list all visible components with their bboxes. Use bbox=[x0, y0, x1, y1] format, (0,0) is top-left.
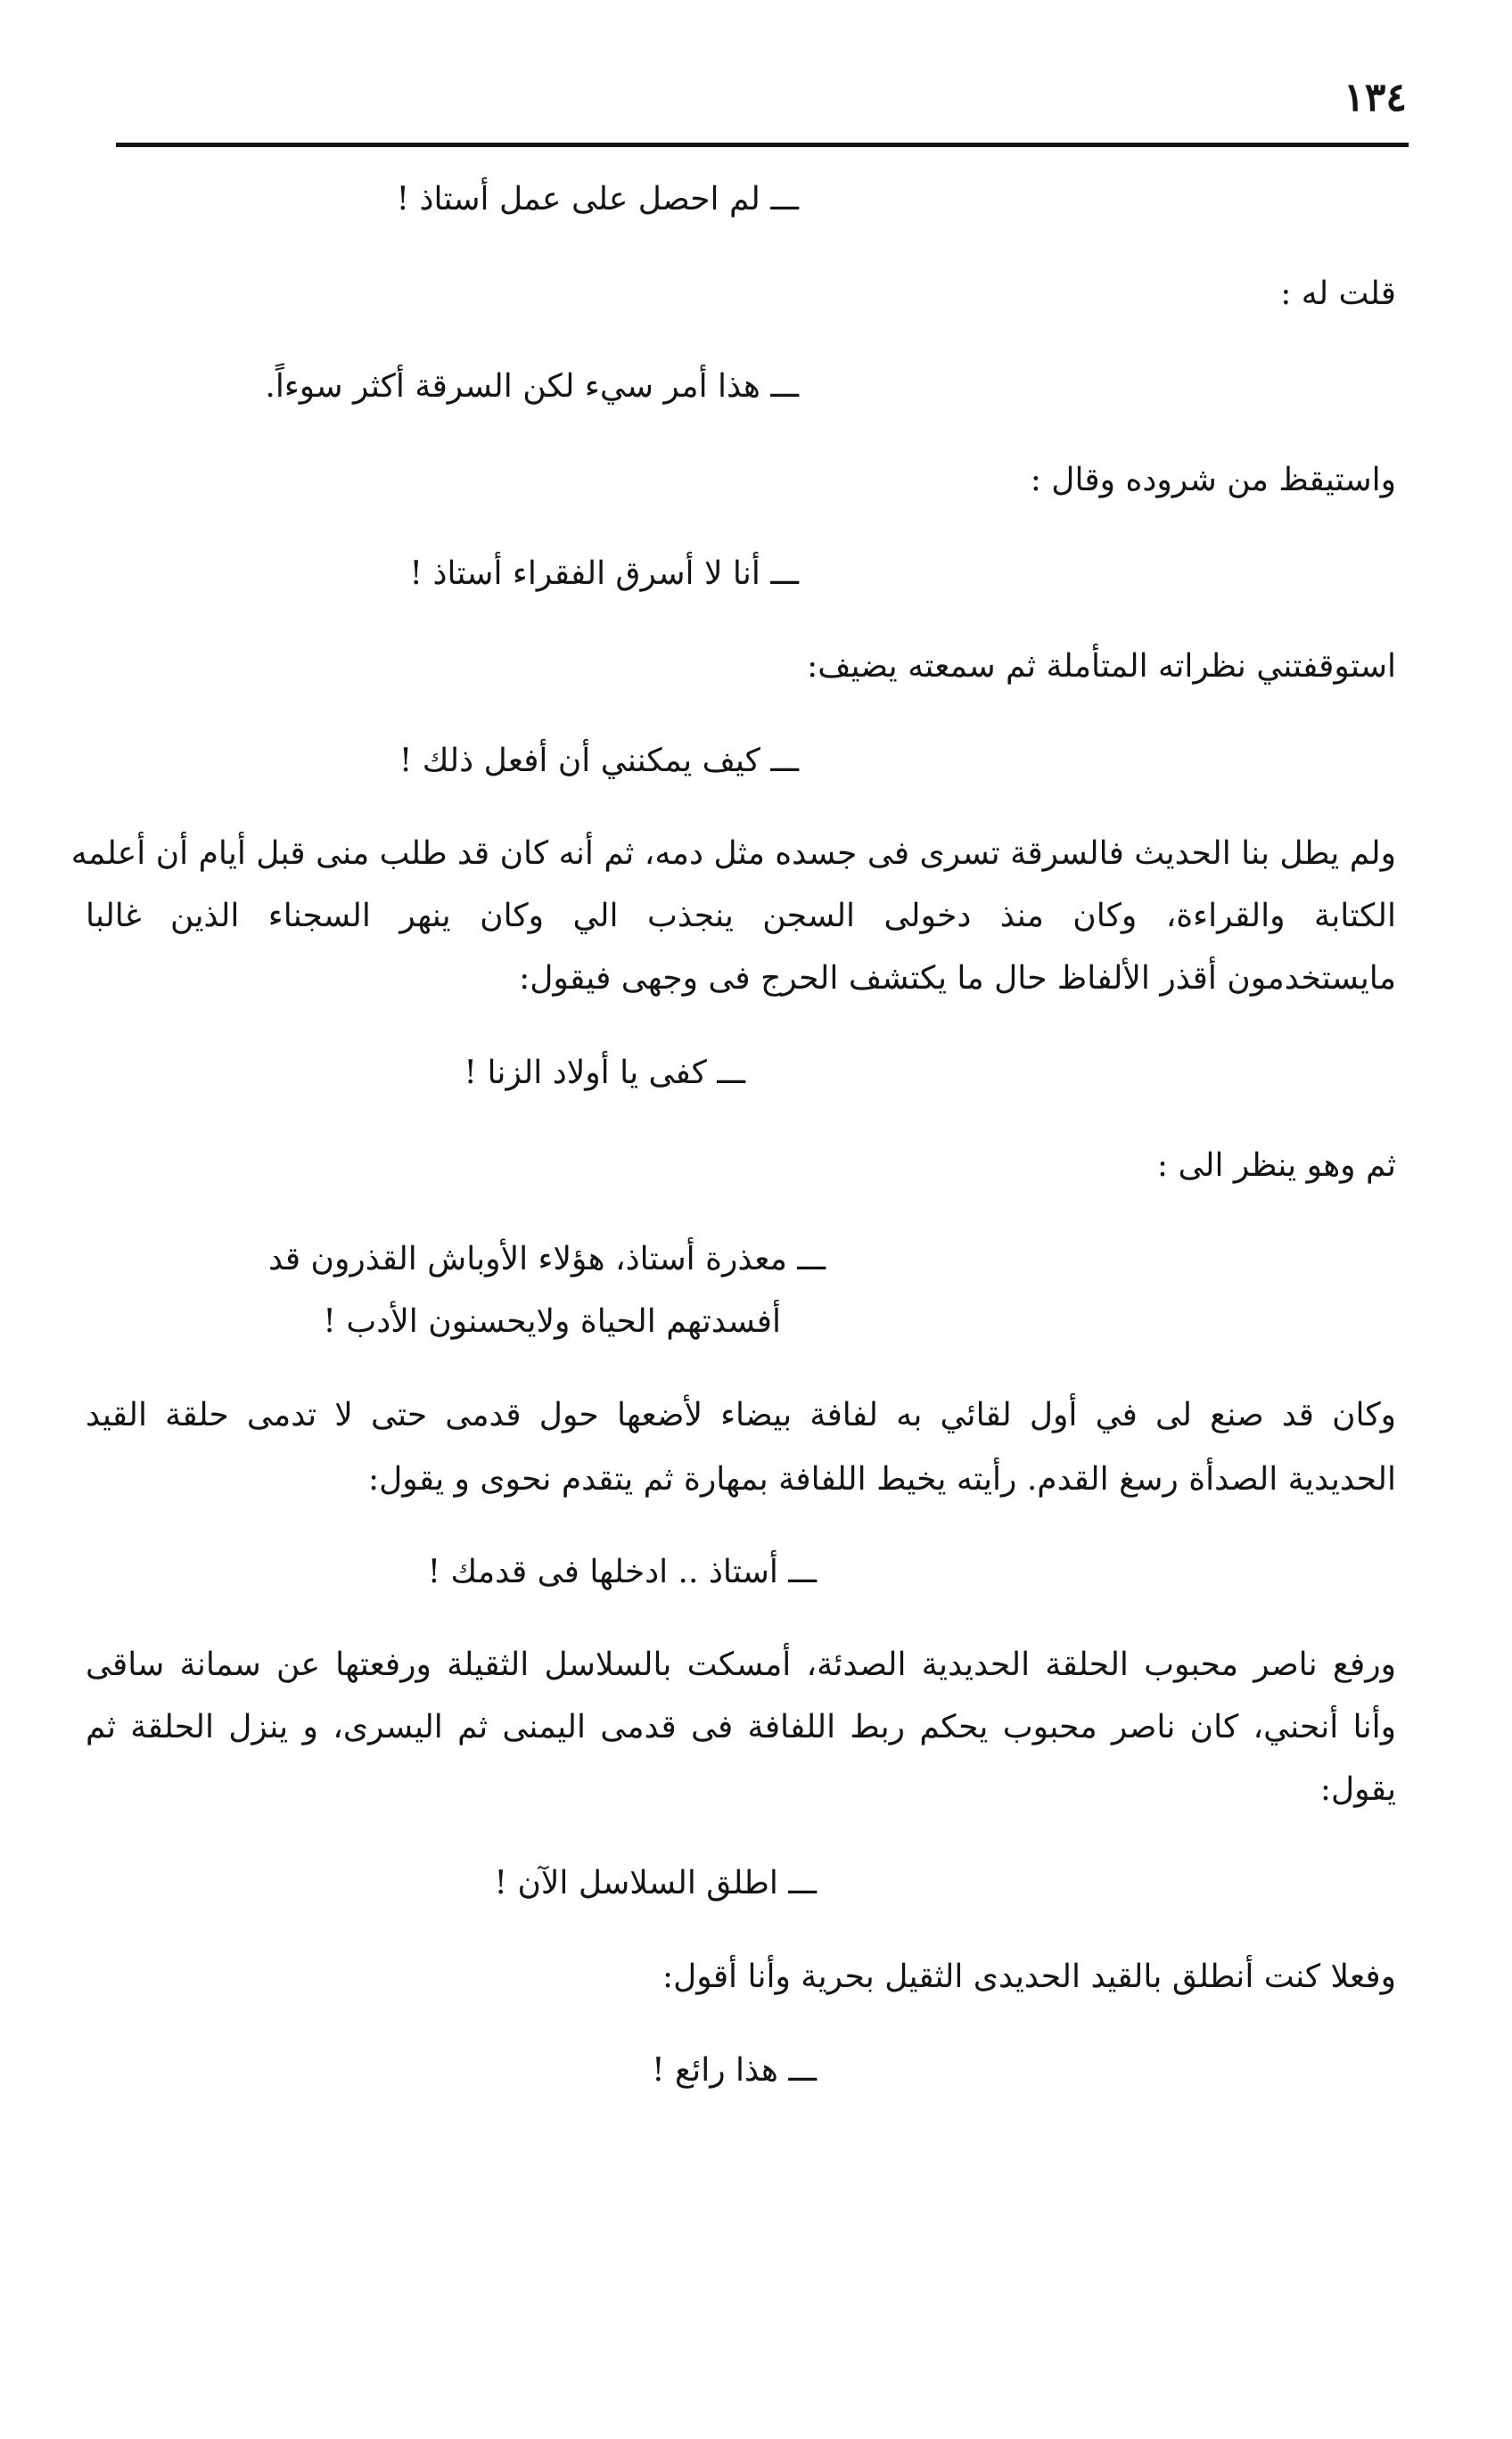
paragraph-line: وكان قد صنع لى في أول لقائي به لفافة بيضاء لأضعها حول قدمى حتى لا تدمى حلقة القيد bbox=[86, 1397, 1396, 1433]
dialogue-line: ـــ أنا لا أسرق الفقراء أستاذ ! bbox=[409, 555, 799, 592]
dialogue-line: ـــ معذرة أستاذ، هؤلاء الأوباش القذرون قد bbox=[267, 1241, 826, 1277]
narration-line: قلت له : bbox=[1280, 275, 1396, 312]
narration-line: واستيقظ من شروده وقال : bbox=[1030, 462, 1396, 498]
dialogue-line: ـــ اطلق السلاسل الآن ! bbox=[494, 1865, 817, 1901]
dialogue-line: ـــ هذا رائع ! bbox=[652, 2052, 817, 2089]
dialogue-line: ـــ كيف يمكنني أن أفعل ذلك ! bbox=[399, 743, 799, 779]
narration-line: ثم وهو ينظر الى : bbox=[1156, 1147, 1396, 1184]
paragraph-line: ورفع ناصر محبوب الحلقة الحديدية الصدئة، أمسكت بالسلاسل الثقيلة ورفعتها عن سمانة ساقى bbox=[86, 1647, 1396, 1683]
paragraph-line: يقول: bbox=[1319, 1771, 1396, 1808]
page-number: ١٣٤ bbox=[1344, 75, 1407, 120]
paragraph-line: الكتابة والقراءة، وكان منذ دخولى السجن ينجذب الي وكان ينهر السجناء الذين غالبا bbox=[86, 898, 1396, 934]
paragraph-line: ولم يطل بنا الحديث فالسرقة تسرى فى جسده مثل دمه، ثم أنه كان قد طلب منى قبل أيام أن أعلمه bbox=[70, 835, 1396, 872]
paragraph-line: وأنا أنحني، كان ناصر محبوب يحكم ربط اللفافة فى قدمى اليمنى ثم اليسرى، و ينزل الحلقة ثم bbox=[86, 1709, 1396, 1745]
dialogue-line: ـــ لم احصل على عمل أستاذ ! bbox=[396, 181, 799, 218]
paragraph-line: الحديدية الصدأة رسغ القدم. رأيته يخيط اللفافة بمهارة ثم يتقدم نحوى و يقول: bbox=[367, 1461, 1396, 1498]
paragraph-line: مايستخدمون أقذر الألفاظ حال ما يكتشف الحرج فى وجهى فيقول: bbox=[519, 960, 1396, 997]
dialogue-line: ـــ هذا أمر سيء لكن السرقة أكثر سوءاً. bbox=[265, 368, 799, 405]
dialogue-line: ـــ كفى يا أولاد الزنا ! bbox=[464, 1055, 745, 1091]
header-rule bbox=[116, 143, 1409, 147]
dialogue-line: أفسدتهم الحياة ولايحسنون الأدب ! bbox=[323, 1303, 781, 1340]
narration-line: استوقفتني نظراته المتأملة ثم سمعته يضيف: bbox=[807, 648, 1396, 685]
dialogue-line: ـــ أستاذ .. ادخلها فى قدمك ! bbox=[427, 1554, 817, 1590]
narration-line: وفعلا كنت أنطلق بالقيد الحديدى الثقيل بحرية وأنا أقول: bbox=[662, 1959, 1396, 1995]
